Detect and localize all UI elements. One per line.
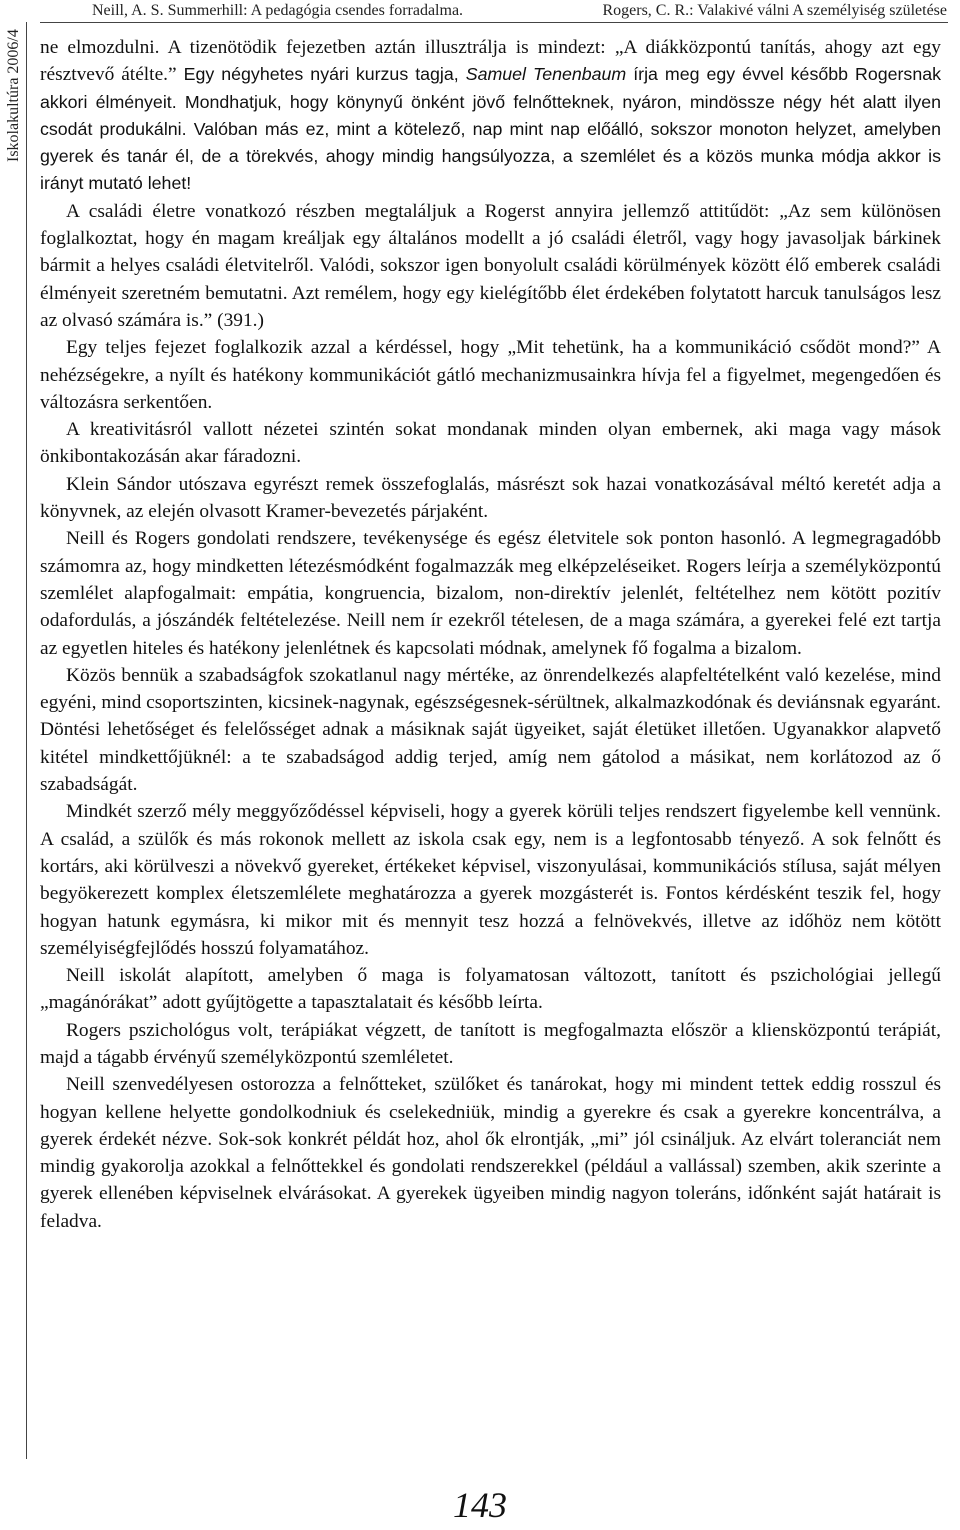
person-name: Samuel Tenenbaum (465, 64, 627, 85)
side-rule (26, 22, 27, 1459)
paragraph: A kreativitásról vallott nézetei szintén sokat mondanak minden olyan embernek, aki maga vagy mások önkibontakozásán akar fáradozni. (40, 419, 941, 468)
paragraph: Klein Sándor utószava egyrészt remek összefoglalás, másrészt sok hazai vonatkozásával méltó keretét adja a könyvnek, az elején olvasott Kramer-bevezetés párjaként. (40, 473, 941, 523)
paragraph-text: ne elmozdulni. A tizenötödik fejezetben aztán illusztrálja is mindezt: „A diákközpontú tanítás, ahogy azt egy résztvevő átélte.” (40, 37, 941, 86)
paragraph-text: írja meg egy évvel később Rogersnak akkori élményeit. Mondhatjuk, hogy könynyű önként jövő felnőtteknek, nyáron, mindössze négy hét alatt ilyen csodát produkálni. Valóban más ez, mint a kötelező, nap mint nap előálló, sokszor monoton helyzet, amelyben gyerek és tanár él, de a törekvés, ahogy mindig hangsúlyozza, a szemlélet és a közös munka módja akkor is irányt mutató lehet! (40, 64, 941, 194)
paragraph: A családi életre vonatkozó részben megtaláljuk a Rogerst annyira jellemző attitűdöt: „Az sem különösen foglalkoztat, hogy én magam kreáljak egy általános modellt a jó családi életről, vagy hogy javasoljak bárkinek bármit a helyes családi életvitelről. Valódi, sokszor igen bonyolult családi körülmények között élő emberek családi élményeit szeretném bemutatni. Azt remélem, hogy egy kielégítőbb élet érdekében folytatott harcuk tanulságos lesz az olvasó számára is.” (391.) (40, 200, 941, 331)
header-rule (40, 22, 948, 23)
paragraph (40, 34, 941, 198)
running-header-left: Neill, A. S. Summerhill: A pedagógia csendes forradalma. (92, 2, 464, 19)
paragraph: Neill és Rogers gondolati rendszere, tevékenysége és egész életvitele sok ponton hasonló. A legmegragadóbb számomra az, hogy mindketten létezésmódként fogalmazzák meg elképzeléseiket. Rogers leírja a személyközpontú szemlélet alapfogalmait: empátia, kongruencia, bizalom, non-direktív jelenlét, feltételhez nem kötött pozitív odafordulás, a jószándék feltételezése. Neill nem ír ezekről tételesen, de a maga számára, a gyerekei felé ezt tartja az egyetlen hiteles és hatékony jelenlétnek és kapcsolati módnak, amelynek fő fogalma a bizalom. (40, 528, 941, 659)
paragraph: Közös bennük a szabadságfok szokatlanul nagy mértéke, az önrendelkezés alapfeltételként való kezelése, mind egyéni, mind csoportszinten, kicsinek-nagynak, egészségesnek-sérültnek, alkalmazkodónak és deviánsnak egyaránt. Döntési lehetőséget és felelősséget adnak a másiknak saját ügyeiket, saját életüket illetően. Ugyanakkor alapvető kitétel mindkettőjüknél: a te szabadságod addig terjed, amíg nem gátolod a másikat, nem korlátozod az ő szabadságát. (40, 664, 941, 796)
paragraph: Mindkét szerző mély meggyőződéssel képviseli, hogy a gyerek körüli teljes rendszert figyelembe kell vennünk. A család, a szülők és más rokonok mellett az iskola csak egy, nem is a legfontosabb tényező. A sok felnőtt és kortárs, aki körülveszi a növekvő gyereket, értékeket képvisel, viszonyulásai, kommunikációs stílusa, saját mélyen begyökerezett komplex életszemlélete meghatározza a gyerek mozgásterét is. Fontos kérdésként teszik fel, hogy hogyan hatunk egymásra, ki mikor mit és mennyit tesz hozzá a felnövekvés, illetve az időhöz nem kötött személyiségfejlődés hosszú folyamatához. (40, 801, 941, 959)
page-number: 143 (453, 1485, 507, 1525)
paragraph: Neill iskolát alapított, amelyben ő maga is folyamatosan változott, tanított és pszichológiai jellegű „magánórákat” adott gyűjtögette a tapasztalatait és később leírta. (40, 965, 941, 1014)
journal-label: Iskolakultúra 2006/4 (5, 29, 22, 162)
paragraph: Egy teljes fejezet foglalkozik azzal a kérdéssel, hogy „Mit tehetünk, ha a kommunikáció csődöt mond?” A nehézségekre, a nyílt és hatékony kommunikációt gátló mechanizmusainkra hívja fel a figyelmet, megengedően és változásra serkentően. (40, 337, 941, 413)
paragraph: Rogers pszichológus volt, terápiákat végzett, de tanított is megfogalmazta először a kliensközpontú terápiát, majd a tágabb érvényű személyközpontú szemléletet. (40, 1019, 941, 1068)
running-header-right: Rogers, C. R.: Valakivé válni A személyiség születése (602, 2, 947, 19)
paragraph-text: Egy négyhetes nyári kurzus tagja, (176, 64, 466, 85)
paragraph: Neill szenvedélyesen ostorozza a felnőtteket, szülőket és tanárokat, hogy mi mindent tettek eddig rosszul és hogyan kellene helyette gondolkodniuk és cselekedniük, mindig a gyerekre és csak a gyerekre koncentrálva, a gyerek érdekét nézve. Sok-sok konkrét példát hoz, ahol ők elrontják, „mi” jól csináljuk. Az elvárt toleranciát nem mindig gyakorolja azokkal a felnőttekkel és gondolati rendszerekkel (például a vallással) szemben, akik szerinte a gyerek ellenében képviselnek elvárásokat. A gyerekek ügyeiben mindig nagyon toleráns, időnként saját határait is feladva. (40, 1074, 941, 1232)
article-body (40, 34, 941, 1235)
